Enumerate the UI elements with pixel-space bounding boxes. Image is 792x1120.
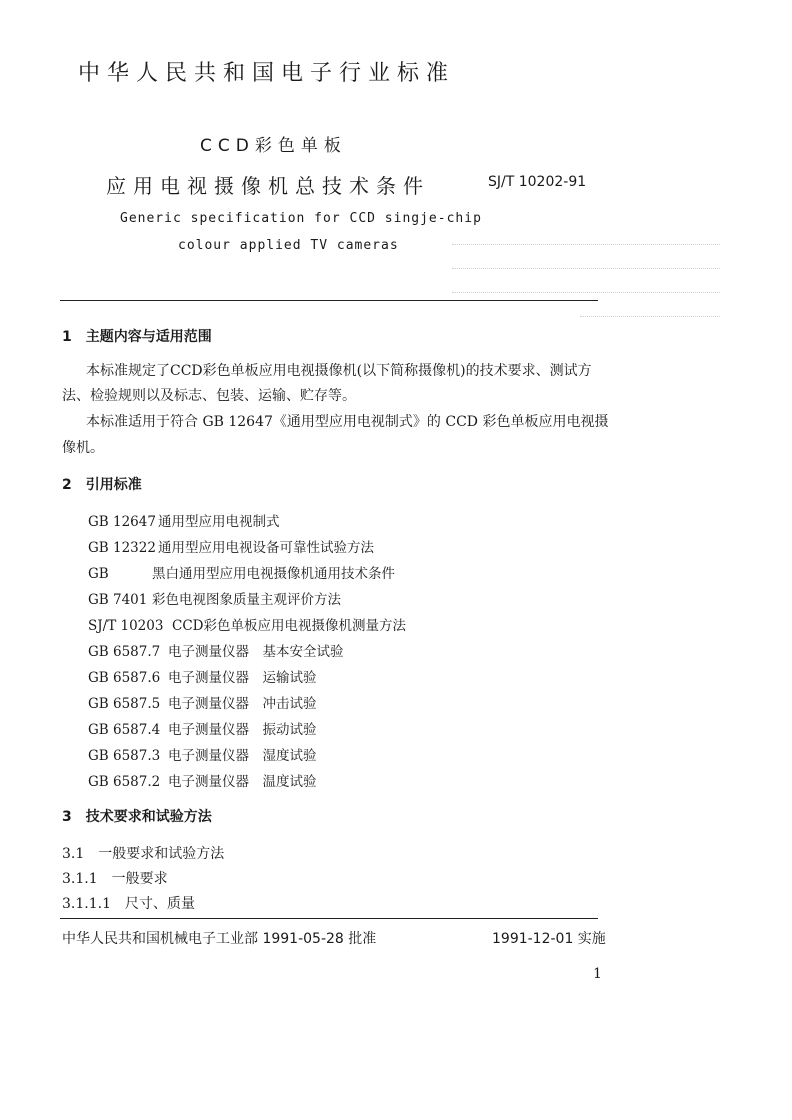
reference-item	[88, 666, 317, 686]
reference-code: GB 6587.7	[88, 644, 161, 660]
reference-code: GB 6587.4	[88, 722, 161, 738]
header-title: 中华人民共和国电子行业标准	[78, 61, 456, 86]
section1-paragraph2-line2: 像机。	[62, 440, 104, 456]
reference-code: GB 6587.5	[88, 696, 161, 712]
decorative-dots	[452, 268, 720, 269]
reference-item	[88, 588, 341, 608]
reference-title: 电子测量仪器 运输试验	[168, 670, 317, 686]
reference-title: 电子测量仪器 湿度试验	[168, 748, 317, 764]
reference-code: GB 12647	[88, 514, 156, 530]
page-number: 1	[593, 966, 602, 982]
subsection-3-1: 3.1 一般要求和试验方法	[62, 846, 225, 862]
reference-code: GB 7401	[88, 592, 148, 608]
reference-code: SJ/T 10203	[88, 618, 164, 634]
reference-title: CCD彩色单板应用电视摄像机测量方法	[172, 618, 406, 634]
reference-item	[88, 744, 317, 764]
implementation-date: 1991-12-01 实施	[492, 931, 606, 947]
reference-item	[88, 510, 280, 530]
section3-heading: 3 技术要求和试验方法	[62, 809, 212, 825]
reference-title: 电子测量仪器 振动试验	[168, 722, 317, 738]
header-divider	[60, 300, 598, 301]
decorative-dots	[452, 292, 720, 293]
reference-title: 通用型应用电视设备可靠性试验方法	[158, 540, 374, 556]
section1-heading: 1 主题内容与适用范围	[62, 329, 212, 345]
document-title-line2: 应用电视摄像机总技术条件	[106, 174, 430, 198]
reference-item	[88, 640, 344, 660]
approval-info: 中华人民共和国机械电子工业部 1991-05-28 批准	[62, 931, 377, 947]
subsection-3-1-1-1: 3.1.1.1 尺寸、质量	[62, 896, 195, 912]
footer-divider	[60, 918, 598, 919]
decorative-dots	[452, 244, 720, 245]
section2-heading: 2 引用标准	[62, 477, 142, 493]
reference-code: GB 12322	[88, 540, 156, 556]
subsection-3-1-1: 3.1.1 一般要求	[62, 871, 168, 887]
section1-paragraph1-line2: 法、检验规则以及标志、包装、运输、贮存等。	[62, 388, 356, 404]
section1-paragraph2-line1: 本标准适用于符合 GB 12647《通用型应用电视制式》的 CCD 彩色单板应用电视摄	[86, 414, 609, 430]
reference-code: GB 6587.2	[88, 774, 161, 790]
english-title-line1: Generic specification for CCD singje-chip	[120, 211, 482, 226]
section1-paragraph1-line1: 本标准规定了CCD彩色单板应用电视摄像机(以下简称摄像机)的技术要求、测试方	[86, 363, 592, 379]
reference-item	[88, 718, 317, 738]
reference-code: GB	[88, 566, 109, 582]
reference-item	[88, 562, 395, 582]
reference-code: GB 6587.6	[88, 670, 161, 686]
reference-item	[88, 770, 317, 790]
reference-title: 黑白通用型应用电视摄像机通用技术条件	[152, 566, 395, 582]
reference-item	[88, 536, 374, 556]
reference-title: 彩色电视图象质量主观评价方法	[152, 592, 341, 608]
decorative-dots	[580, 316, 720, 317]
reference-code: GB 6587.3	[88, 748, 161, 764]
reference-item	[88, 692, 317, 712]
document-title-line1: CCD彩色单板	[200, 136, 347, 156]
standard-code: SJ/T 10202-91	[488, 174, 587, 190]
reference-title: 电子测量仪器 基本安全试验	[168, 644, 344, 660]
english-title-line2: colour applied TV cameras	[178, 238, 399, 253]
reference-item	[88, 614, 406, 634]
reference-title: 电子测量仪器 温度试验	[168, 774, 317, 790]
reference-title: 通用型应用电视制式	[158, 514, 280, 530]
reference-title: 电子测量仪器 冲击试验	[168, 696, 317, 712]
